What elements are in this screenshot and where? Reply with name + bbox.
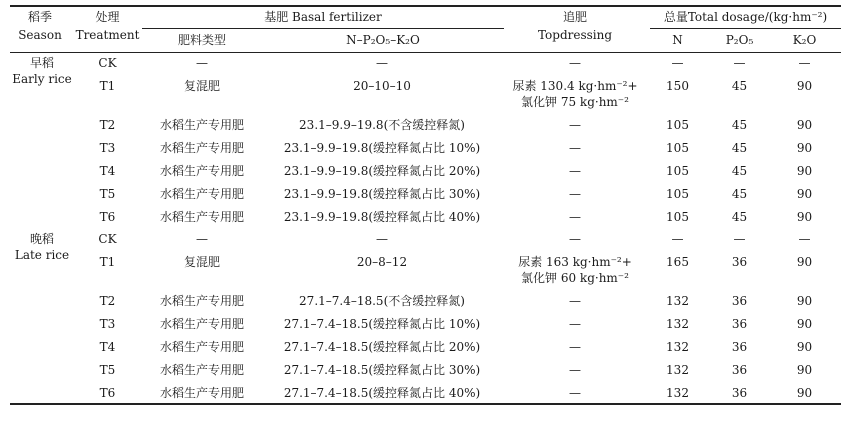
- cell-fertilizer-type: 水稻生产专用肥: [159, 294, 244, 308]
- cell-npk: 27.1–7.4–18.5(缓控释氮占比 10%): [283, 317, 481, 331]
- header-treatment-en: Treatment: [75, 28, 140, 42]
- cell-fertilizer-type: 水稻生产专用肥: [159, 164, 244, 178]
- cell-npk: 23.1–9.9–19.8(缓控释氮占比 20%): [283, 164, 481, 178]
- cell-n: —: [671, 232, 684, 246]
- season-late-zh: 晚稻: [29, 232, 54, 246]
- cell-npk: 20–8–12: [356, 255, 408, 269]
- cell-topdressing: 尿素 130.4 kg·hm⁻²+: [512, 79, 638, 93]
- cell-k2o: 90: [796, 340, 813, 354]
- season-late: [10, 231, 74, 263]
- cell-treatment: T1: [99, 255, 116, 269]
- cell-fertilizer-type: 水稻生产专用肥: [159, 386, 244, 400]
- cell-p2o5: 45: [731, 118, 748, 132]
- cell-npk: 23.1–9.9–19.8(缓控释氮占比 40%): [283, 210, 481, 224]
- cell-n: 132: [666, 386, 689, 400]
- cell-p2o5: 36: [731, 386, 748, 400]
- cell-n: —: [671, 56, 684, 70]
- cell-k2o: 90: [796, 363, 813, 377]
- cell-npk: 27.1–7.4–18.5(缓控释氮占比 20%): [283, 340, 481, 354]
- cell-treatment: T6: [99, 386, 116, 400]
- header-topdressing: [500, 10, 650, 42]
- cell-fertilizer-type: 水稻生产专用肥: [159, 141, 244, 155]
- cell-topdressing-line2: 氯化钾 60 kg·hm⁻²: [521, 271, 629, 285]
- cell-topdressing: —: [569, 118, 581, 132]
- cell-n: 105: [666, 210, 689, 224]
- cell-treatment: T4: [99, 164, 116, 178]
- cell-k2o: 90: [796, 164, 813, 178]
- cell-fertilizer-type: 水稻生产专用肥: [159, 363, 244, 377]
- cell-npk: —: [376, 232, 388, 246]
- cell-topdressing: —: [569, 363, 581, 377]
- cell-treatment: T2: [99, 294, 116, 308]
- cell-npk: 27.1–7.4–18.5(缓控释氮占比 30%): [283, 363, 481, 377]
- cell-k2o: 90: [796, 141, 813, 155]
- cell-treatment: T6: [99, 210, 116, 224]
- cell-fertilizer-type: 复混肥: [183, 79, 220, 93]
- cell-n: 105: [666, 164, 689, 178]
- cell-treatment: CK: [98, 232, 117, 246]
- season-early-en: Early rice: [12, 72, 72, 86]
- cell-k2o: —: [798, 232, 811, 246]
- cell-topdressing: —: [569, 232, 581, 246]
- cell-npk: —: [376, 56, 388, 70]
- cell-k2o: 90: [796, 79, 813, 93]
- cell-p2o5: 45: [731, 79, 748, 93]
- cell-k2o: 90: [796, 210, 813, 224]
- cell-k2o: 90: [796, 294, 813, 308]
- cell-n: 132: [666, 340, 689, 354]
- cell-topdressing: —: [569, 164, 581, 178]
- cell-npk: 27.1–7.4–18.5(不含缓控释氮): [299, 294, 465, 308]
- cell-treatment: CK: [98, 56, 117, 70]
- cell-topdressing: —: [569, 294, 581, 308]
- cell-fertilizer-type: 水稻生产专用肥: [159, 118, 244, 132]
- cell-n: 105: [666, 118, 689, 132]
- cell-n: 165: [666, 255, 689, 269]
- cell-topdressing: —: [569, 187, 581, 201]
- cell-p2o5: 36: [731, 340, 748, 354]
- basal-subrule: [142, 28, 504, 29]
- header-n: N: [672, 33, 683, 47]
- cell-npk: 23.1–9.9–19.8(缓控释氮占比 30%): [283, 187, 481, 201]
- cell-p2o5: —: [733, 232, 746, 246]
- cell-n: 150: [666, 79, 689, 93]
- cell-n: 132: [666, 317, 689, 331]
- cell-k2o: 90: [796, 317, 813, 331]
- cell-npk: 27.1–7.4–18.5(缓控释氮占比 40%): [283, 386, 481, 400]
- cell-topdressing-line2: 氯化钾 75 kg·hm⁻²: [521, 95, 629, 109]
- header-total: 总量Total dosage/(kg·hm⁻²): [663, 10, 828, 24]
- cell-n: 105: [666, 141, 689, 155]
- header-treatment-zh: 处理: [95, 10, 120, 24]
- header-k2o: K₂O: [792, 33, 817, 47]
- total-subrule: [650, 28, 841, 29]
- cell-topdressing: 尿素 163 kg·hm⁻²+: [518, 255, 632, 269]
- header-topdressing-en: Topdressing: [537, 28, 613, 42]
- header-season-zh: 稻季: [27, 10, 52, 24]
- cell-treatment: T2: [99, 118, 116, 132]
- cell-npk: 23.1–9.9–19.8(缓控释氮占比 10%): [283, 141, 481, 155]
- cell-p2o5: 36: [731, 317, 748, 331]
- cell-treatment: T5: [99, 187, 116, 201]
- header-fertilizer-type: 肥料类型: [177, 33, 226, 47]
- header-treatment: [70, 10, 145, 42]
- cell-treatment: T3: [99, 317, 116, 331]
- cell-treatment: T5: [99, 363, 116, 377]
- cell-k2o: 90: [796, 386, 813, 400]
- cell-k2o: 90: [796, 187, 813, 201]
- cell-fertilizer-type: —: [196, 56, 208, 70]
- header-season-en: Season: [18, 28, 62, 42]
- bottom-rule: [10, 403, 841, 405]
- cell-p2o5: 45: [731, 210, 748, 224]
- cell-k2o: 90: [796, 255, 813, 269]
- cell-npk: 23.1–9.9–19.8(不含缓控释氮): [299, 118, 465, 132]
- cell-p2o5: 36: [731, 255, 748, 269]
- cell-fertilizer-type: 水稻生产专用肥: [159, 187, 244, 201]
- cell-topdressing: —: [569, 141, 581, 155]
- cell-treatment: T1: [99, 79, 116, 93]
- season-early-zh: 早稻: [29, 56, 54, 70]
- cell-topdressing: —: [569, 56, 581, 70]
- cell-k2o: 90: [796, 118, 813, 132]
- cell-p2o5: —: [733, 56, 746, 70]
- cell-p2o5: 36: [731, 294, 748, 308]
- header-npk: N–P₂O₅–K₂O: [346, 33, 420, 47]
- cell-n: 105: [666, 187, 689, 201]
- cell-n: 132: [666, 363, 689, 377]
- cell-p2o5: 45: [731, 187, 748, 201]
- header-topdressing-zh: 追肥: [562, 10, 587, 24]
- cell-fertilizer-type: —: [196, 232, 208, 246]
- cell-fertilizer-type: 复混肥: [183, 255, 220, 269]
- cell-fertilizer-type: 水稻生产专用肥: [159, 340, 244, 354]
- cell-topdressing: —: [569, 340, 581, 354]
- cell-treatment: T4: [99, 340, 116, 354]
- header-p2o5: P₂O₅: [725, 33, 754, 47]
- season-late-en: Late rice: [14, 248, 70, 262]
- cell-fertilizer-type: 水稻生产专用肥: [159, 317, 244, 331]
- cell-k2o: —: [798, 56, 811, 70]
- season-early: [10, 55, 74, 87]
- cell-treatment: T3: [99, 141, 116, 155]
- header-basal: 基肥 Basal fertilizer: [264, 10, 382, 24]
- cell-fertilizer-type: 水稻生产专用肥: [159, 210, 244, 224]
- cell-n: 132: [666, 294, 689, 308]
- cell-topdressing: —: [569, 317, 581, 331]
- cell-p2o5: 36: [731, 363, 748, 377]
- top-rule: [10, 5, 841, 7]
- cell-topdressing: —: [569, 210, 581, 224]
- header-bottom-rule: [10, 52, 841, 53]
- cell-p2o5: 45: [731, 141, 748, 155]
- cell-p2o5: 45: [731, 164, 748, 178]
- cell-topdressing: —: [569, 386, 581, 400]
- header-season: [10, 10, 70, 42]
- cell-npk: 20–10–10: [353, 79, 411, 93]
